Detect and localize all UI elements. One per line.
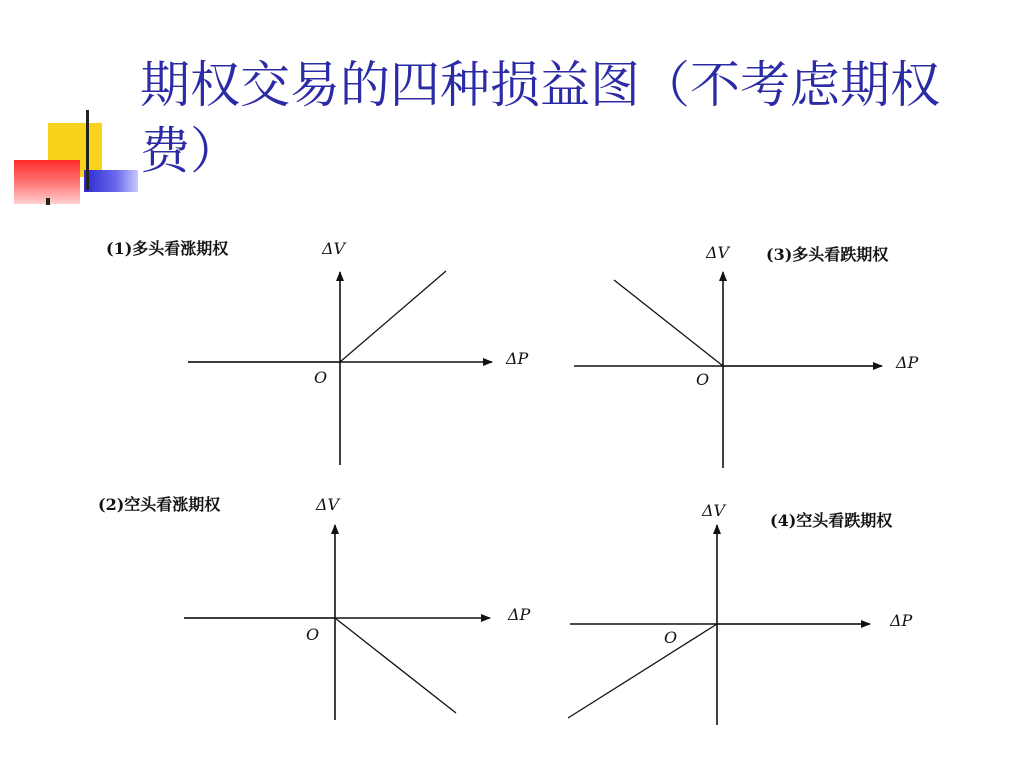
payoff-line (614, 280, 882, 366)
diagram-caption: (4)空头看跌期权 (770, 511, 893, 530)
origin-label: O (696, 370, 710, 389)
origin-label: O (664, 628, 678, 647)
x-axis-label: ΔP (506, 349, 529, 368)
y-axis-label: ΔV (702, 501, 726, 520)
y-axis-label: ΔV (706, 243, 730, 262)
y-axis-label: ΔV (316, 495, 340, 514)
origin-label: O (314, 368, 328, 387)
diagram-short-call (98, 495, 531, 720)
x-axis-label: ΔP (896, 353, 919, 372)
payoff-line (568, 624, 870, 718)
payoff-line (188, 271, 446, 362)
diagram-caption: (1)多头看涨期权 (106, 239, 229, 258)
diagram-long-put (574, 243, 919, 468)
slide-title: 期权交易的四种损益图（不考虑期权费） (140, 56, 940, 180)
x-axis-label: ΔP (508, 605, 531, 624)
diagram-long-call (106, 239, 529, 465)
diagram-short-put (568, 501, 913, 725)
y-axis-label: ΔV (322, 239, 346, 258)
origin-label: O (306, 625, 320, 644)
diagram-caption: (2)空头看涨期权 (98, 495, 221, 514)
payoff-line (184, 618, 456, 713)
diagram-caption: (3)多头看跌期权 (766, 245, 889, 264)
x-axis-label: ΔP (890, 611, 913, 630)
